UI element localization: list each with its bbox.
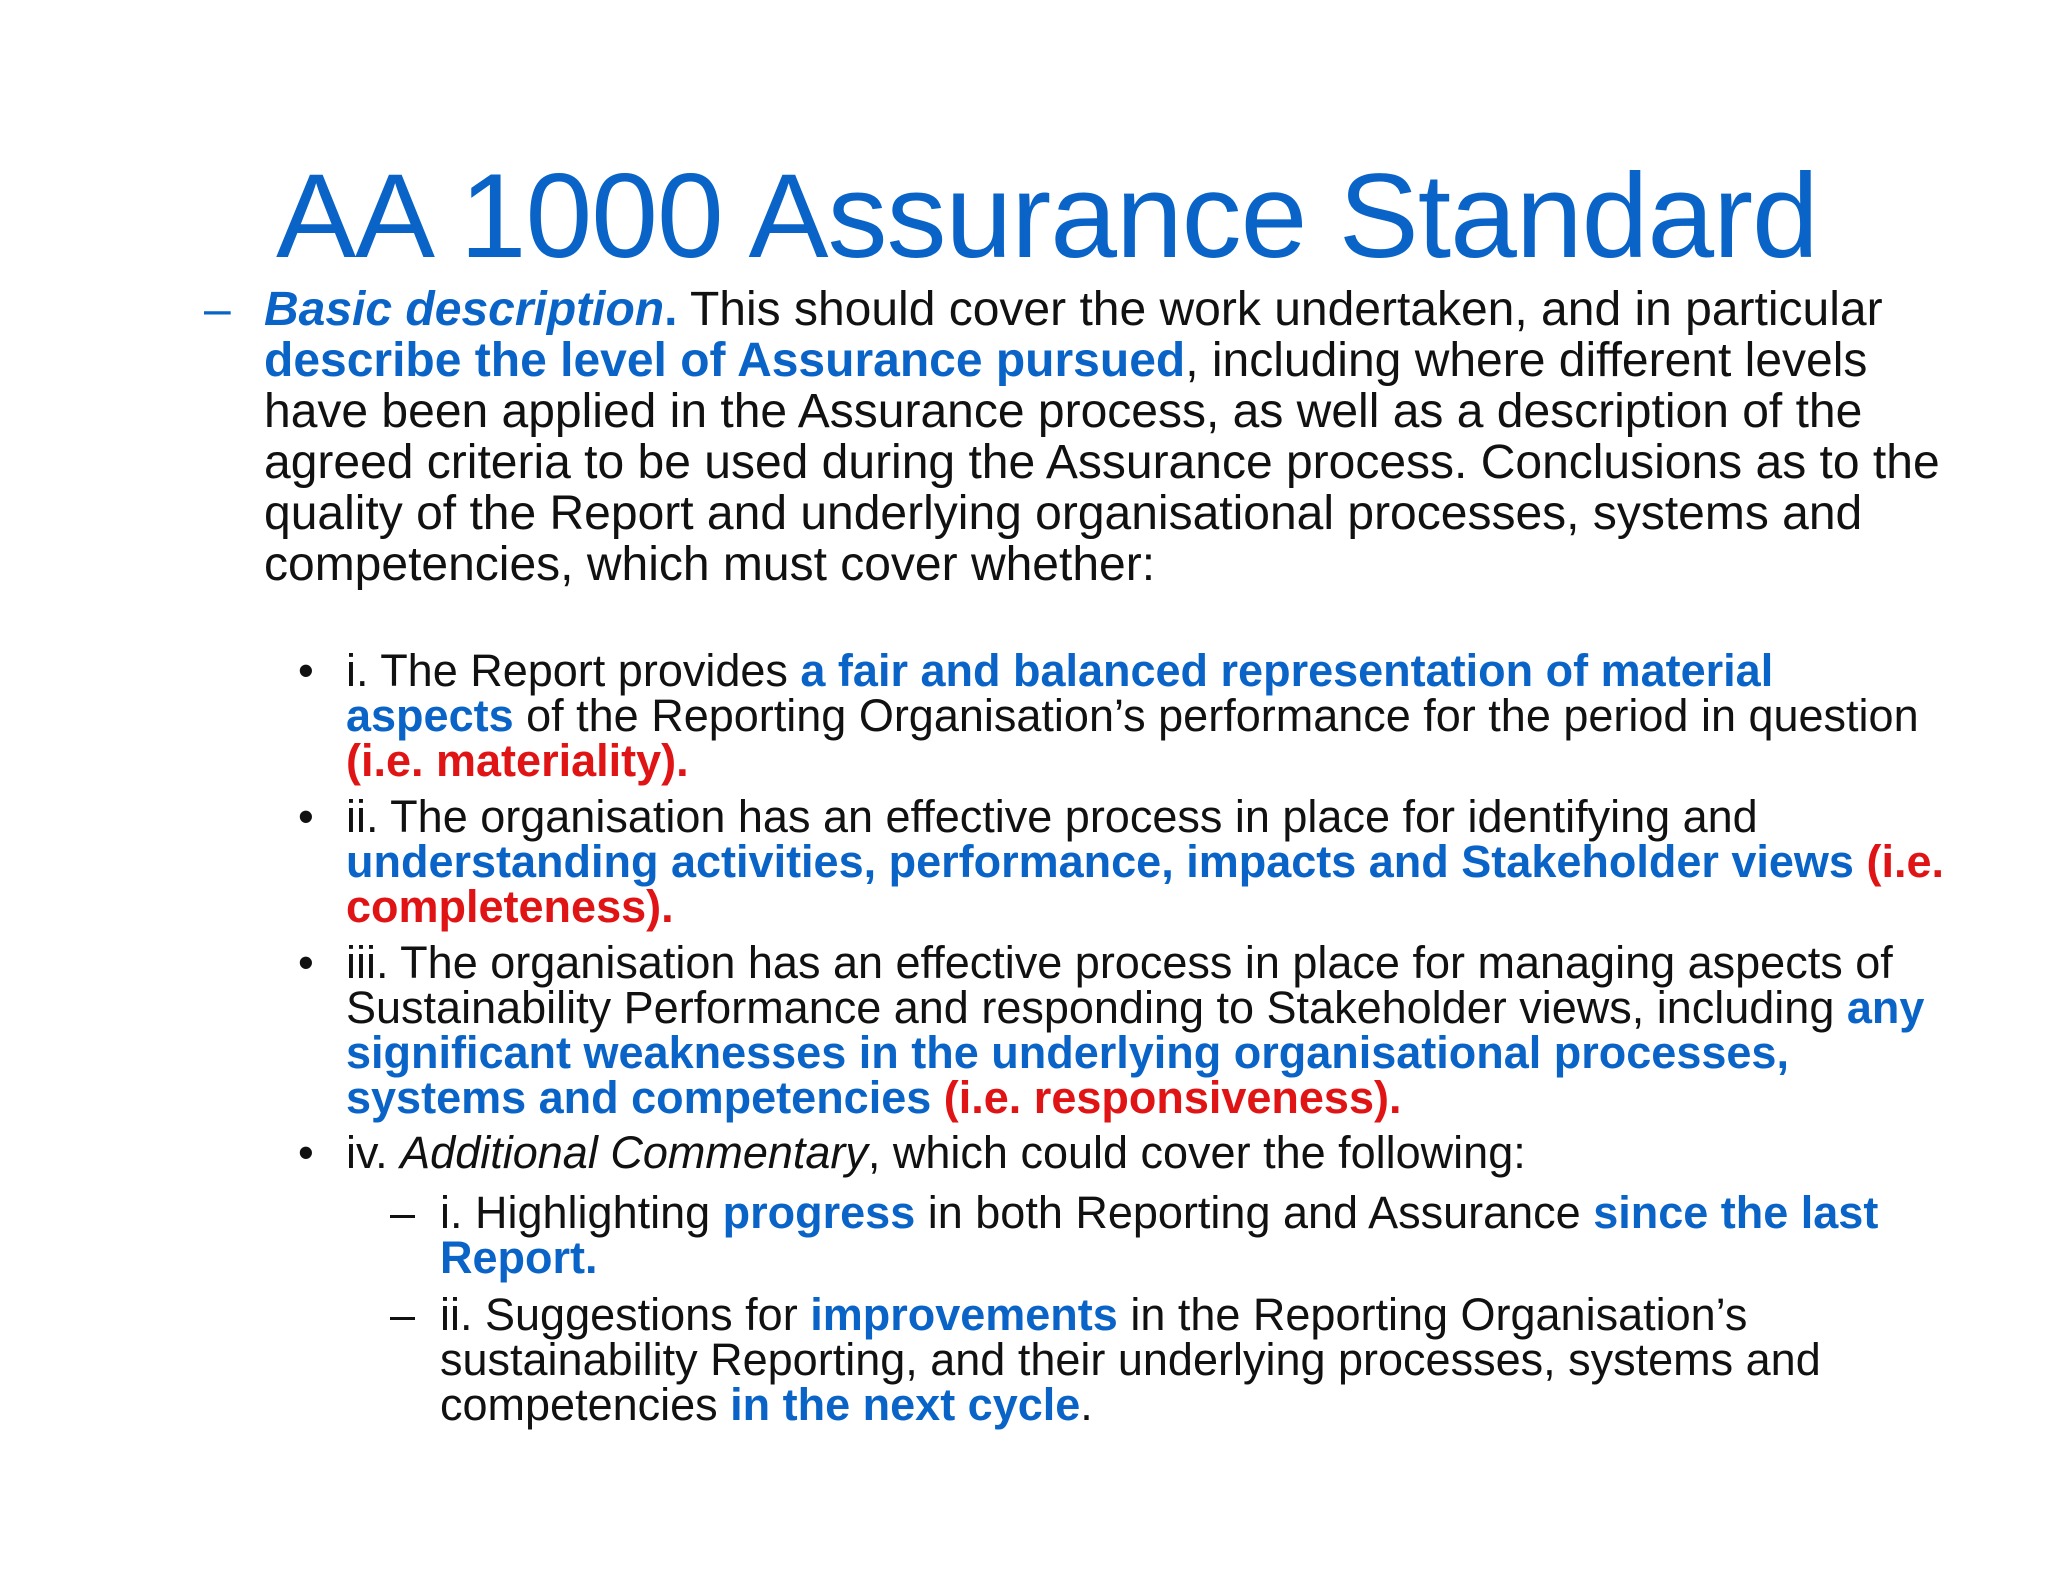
body-text: , including where different levels have been applied in the Assurance process, as well as a description of the agreed criteria to be used during the Assurance process. Conclusions as to the quality of the Report and underlying organisational processes, systems and competencies, which must cover whether: (264, 334, 1940, 591)
principle-label: (i.e. materiality). (346, 735, 689, 786)
bullet-text: iii. The organisation has an effective process in place for managing aspects of Sustainability Performance and responding to Stakeholder views, including (346, 937, 1893, 1033)
highlight-text: describe the level of Assurance pursued (264, 334, 1186, 387)
sub-bullet-text: in the Reporting Organisation’s sustainability Reporting, and their underlying processes, systems and competencies (440, 1289, 1821, 1430)
lead-heading: Basic description (264, 283, 665, 336)
bullet-text (931, 1072, 944, 1123)
principle-label: (i.e. completeness). (346, 836, 1945, 932)
dash-marker: – (390, 1289, 416, 1340)
highlight-text: a fair and balanced representation of material aspects (346, 645, 1774, 741)
slide-title: AA 1000 Assurance Standard (276, 149, 1818, 283)
bullet-marker: • (298, 791, 314, 842)
sub-bullet-text: in both Reporting and Assurance (915, 1187, 1594, 1238)
highlight-text: in the next cycle (730, 1379, 1081, 1430)
bullet-item-materiality (298, 645, 1946, 786)
sub-bullet-improvements (390, 1289, 1960, 1430)
body-text: This should cover the work undertaken, and in particular (677, 283, 1883, 336)
highlight-text: understanding activities, performance, impacts and Stakeholder views (346, 836, 1854, 887)
bullet-item-completeness (298, 791, 1946, 932)
sub-bullet-text: i. Highlighting (440, 1187, 723, 1238)
sub-bullet-text: . (1080, 1379, 1093, 1430)
lead-period: . (664, 283, 678, 336)
bullet-text: ii. The organisation has an effective process in place for identifying and (346, 791, 1758, 842)
highlight-text: any significant weaknesses in the underlying organisational processes, systems and competencies (346, 982, 1925, 1123)
dash-marker: – (390, 1187, 416, 1238)
bullet-item-responsiveness (298, 937, 1946, 1123)
bullet-marker: • (298, 645, 314, 696)
bullet-text: , which could cover the following: (867, 1127, 1526, 1178)
bullet-marker: • (298, 1127, 314, 1178)
sub-bullet-text: ii. Suggestions for (440, 1289, 811, 1340)
bullet-text: iv. (346, 1127, 401, 1178)
highlight-text: progress (722, 1187, 916, 1238)
highlight-text: since the last Report. (440, 1187, 1879, 1283)
sub-bullet-progress (390, 1187, 1960, 1283)
bullet-text: of the Reporting Organisation’s performance for the period in question (513, 690, 1919, 741)
italic-term: Additional Commentary (400, 1127, 868, 1178)
bullet-text: i. The Report provides (346, 645, 801, 696)
bullet-item-additional-commentary (298, 1127, 1946, 1178)
bullet-text (1854, 836, 1867, 887)
principle-label: (i.e. responsiveness). (943, 1072, 1402, 1123)
highlight-text: improvements (810, 1289, 1118, 1340)
basic-description-item (204, 283, 1964, 591)
bullet-marker: • (298, 937, 314, 988)
dash-marker: – (204, 283, 231, 336)
